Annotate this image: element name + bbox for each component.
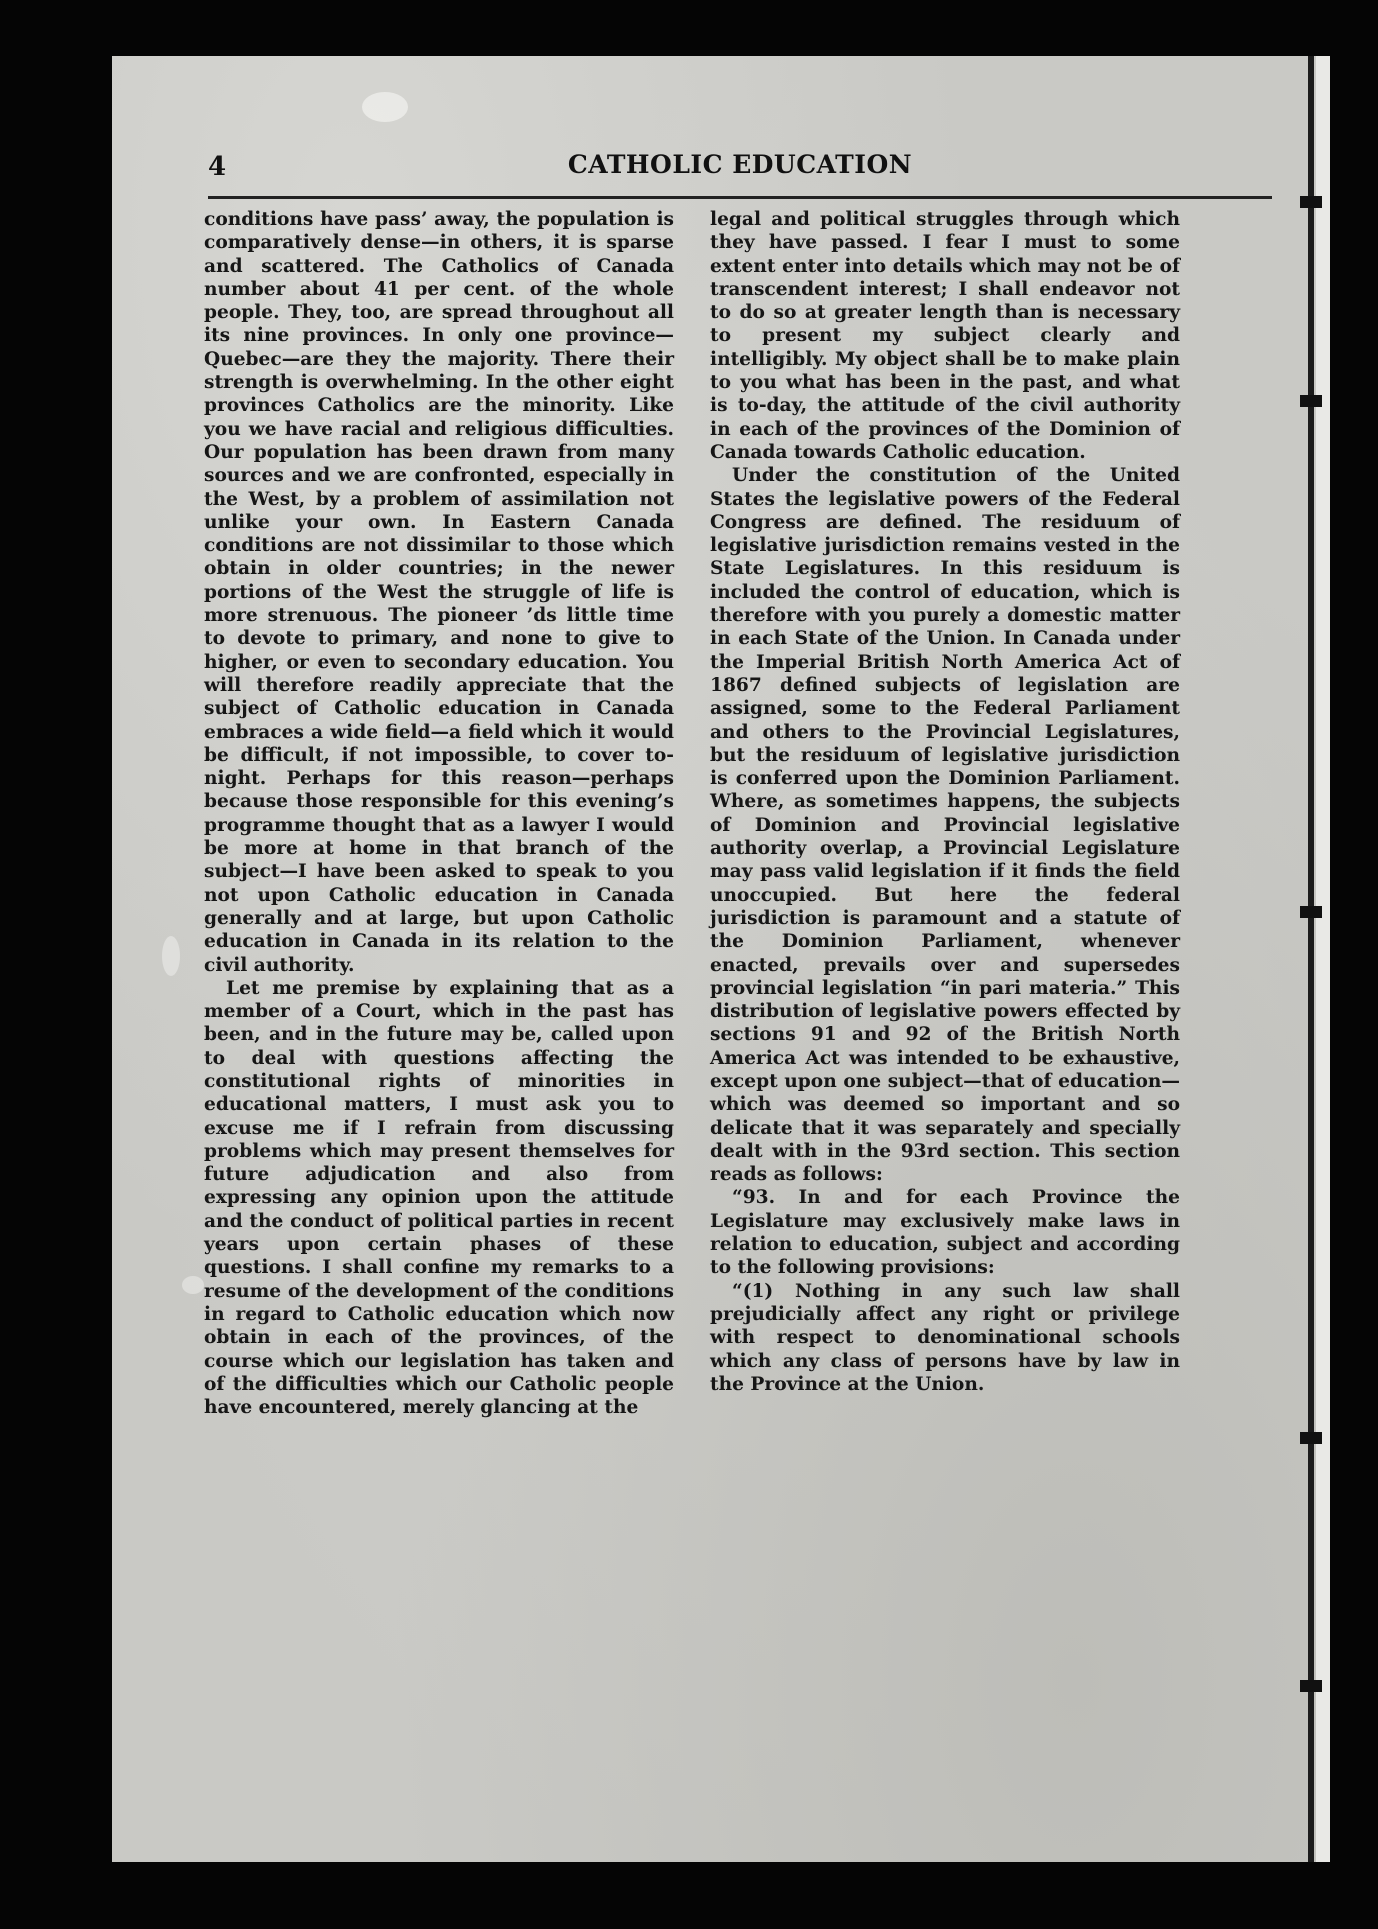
- binding-mark: [1300, 395, 1322, 407]
- header-rule: [208, 196, 1272, 199]
- binding-mark: [1300, 196, 1322, 208]
- paper-speck: [362, 92, 408, 122]
- left-column: [204, 208, 674, 1419]
- paragraph: legal and political struggles through which they have passed. I fear I must to some extent enter into details which may not be of transcendent interest; I shall endeavor not to do so at greater length than is necessary to present my subject clearly and intelligibly. My object shall be to make plain to you what has been in the past, and what is to-day, the attitude of the civil authority in each of the provinces of the Dominion of Canada towards Catholic education.: [710, 209, 1180, 463]
- book-page: [112, 56, 1316, 1862]
- binding-shadow: [1308, 56, 1314, 1862]
- paragraph: Under the constitution of the United States the legislative powers of the Federal Congress are defined. The residuum of legislative jurisdiction remains vested in the State Legislatures. In this residuum is included the control of education, which is therefore with you purely a domestic matter in each State of the Union. In Canada under the Imperial British North America Act of 1867 defined subjects of legislation are assigned, some to the Federal Parliament and others to the Provincial Legislatures, but the residuum of legislative jurisdiction is conferred upon the Dominion Parliament. Where, as sometimes happens, the subjects of Dominion and Provincial legislative authority overlap, a Provincial Legislature may pass valid legislation if it finds the field unoccupied. But here the federal jurisdiction is paramount and a statute of the Dominion Parliament, whenever enacted, prevails over and supersedes provincial legislation “in pari materia.” This distribution of legislative powers effected by sections 91 and 92 of the British North America Act was intended to be exhaustive, except upon one subject—that of education—which was deemed so important and so delicate that it was separately and specially dealt with in the 93rd section. This section reads as follows:: [710, 465, 1180, 1186]
- paper-speck: [182, 1276, 204, 1294]
- binding-mark: [1300, 1680, 1322, 1692]
- paragraph: conditions have pass’ away, the population is comparatively dense—in others, it is sparse and scattered. The Catholics of Canada number about 41 per cent. of the whole people. They, too, are spread throughout all its nine provinces. In only one province—Quebec—are they the majority. There their strength is overwhelming. In the other eight provinces Catholics are the minority. Like you we have racial and religious difficulties. Our population has been drawn from many sources and we are confronted, especially in the West, by a problem of assimilation not unlike your own. In Eastern Canada conditions are not dissimilar to those which obtain in older countries; in the newer portions of the West the struggle of life is more strenuous. The pioneer ’ds little time to devote to primary, and none to give to higher, or even to secondary education. You will therefore readily appreciate that the subject of Catholic education in Canada embraces a wide field—a field which it would be difficult, if not impossible, to cover to-night. Perhaps for this reason—perhaps because those responsible for this evening’s programme thought that as a lawyer I would be more at home in that branch of the subject—I have been asked to speak to you not upon Catholic education in Canada generally and at large, but upon Catholic education in Canada in its relation to the civil authority.: [204, 209, 674, 976]
- page-edge: [1316, 56, 1330, 1862]
- binding-mark: [1300, 906, 1322, 918]
- paragraph: “93. In and for each Province the Legislature may exclusively make laws in relation to education, subject and according to the following provisions:: [710, 1187, 1180, 1279]
- paper-speck: [162, 936, 180, 976]
- page-number: 4: [208, 152, 227, 182]
- binding-mark: [1300, 1432, 1322, 1444]
- paragraph: Let me premise by explaining that as a member of a Court, which in the past has been, and in the future may be, called upon to deal with questions affecting the constitutional rights of minorities in educational matters, I must ask you to excuse me if I refrain from discussing problems which may present themselves for future adjudication and also from expressing any opinion upon the attitude and the conduct of political parties in recent years upon certain phases of these questions. I shall confine my remarks to a resume of the development of the conditions in regard to Catholic education which now obtain in each of the provinces, of the course which our legislation has taken and of the difficulties which our Catholic people have encountered, merely glancing at the: [204, 977, 674, 1419]
- running-head: CATHOLIC EDUCATION: [567, 150, 913, 179]
- page-header: [208, 148, 1272, 192]
- right-column: [710, 208, 1180, 1396]
- paragraph: “(1) Nothing in any such law shall prejudicially affect any right or privilege with respect to denominational schools which any class of persons have by law in the Province at the Union.: [710, 1280, 1180, 1395]
